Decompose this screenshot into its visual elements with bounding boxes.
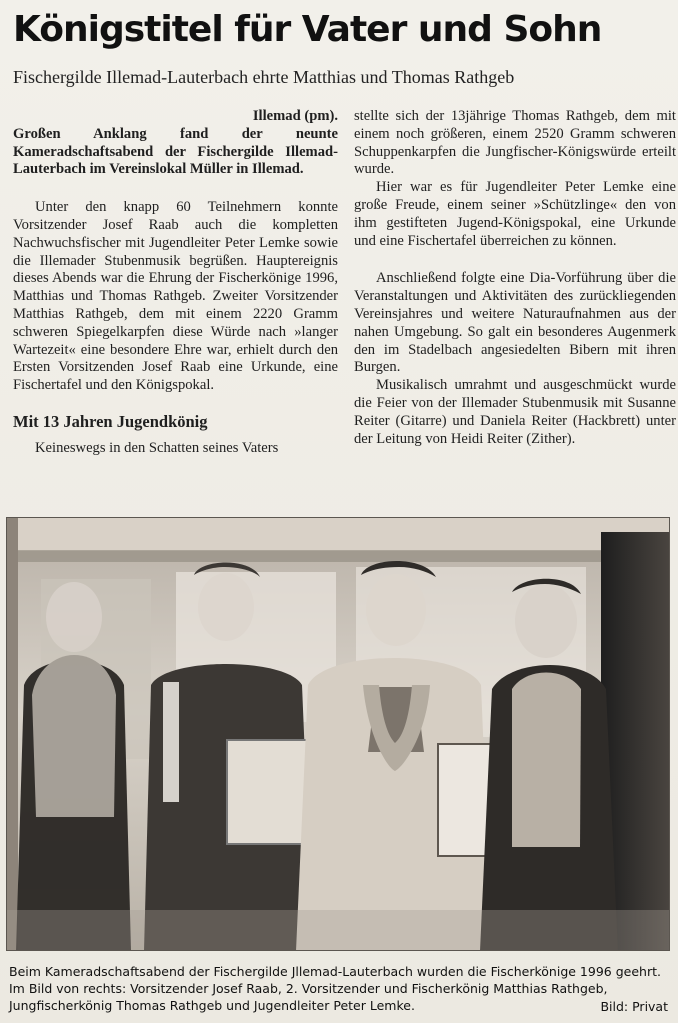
photo-caption: Beim Kameradschaftsabend der Fischergilde Jllemad-Lauterbach wurden die Fischerkönige 1996 geehrt. Im Bild von rechts: Vorsitzender Josef Raab, 2. Vorsitzender und Fischerkönig Matthias Rathgeb, Jungfischerkönig Thomas Rathgeb und Jugendleiter Peter Lemke. xyxy=(9,964,661,1013)
subhead: Fischergilde Illemad-Lauterbach ehrte Matthias und Thomas Rathgeb xyxy=(13,67,515,87)
dateline: Illemad (pm). xyxy=(252,108,338,124)
left-column xyxy=(13,108,338,458)
left-paragraph-1: Unter den knapp 60 Teilnehmern konnte Vorsitzender Josef Raab auch die kompletten Nachwuchsfischer mit Jugendleiter Peter Lemke sowie die Illemader Stubenmusik begrüßen. Hauptereignis dieses Abends war die Ehrung der Fischerkönige 1996, Matthias und Thomas Rathgeb. Zweiter Vorsitzender Matthias Rathgeb, dem mit einem 2220 Gramm schweren Spiegelkarpfen diese Würde nach »langer Wartezeit« eine besondere Ehre war, erhielt durch den Ersten Vorsitzenden Josef Raab eine Urkunde, eine Fischertafel und den Königspokal. xyxy=(13,199,338,394)
left-paragraph-2: Keineswegs in den Schatten seines Vaters xyxy=(35,439,279,456)
right-paragraph-3: Anschließend folgte eine Dia-Vorführung über die Veranstaltungen und Aktivitäten des zurückliegenden Vereinsjahres und weitere Naturaufnahmen aus der nahen Umgebung. So galt ein besonderes Augenmerk den im Stadelbach angesiedelten Bibern mit ihren Burgen. xyxy=(354,270,676,376)
headline: Königstitel für Vater und Sohn xyxy=(13,9,602,50)
right-paragraph-4: Musikalisch umrahmt und ausgeschmückt wurde die Feier von der Illemader Stubenmusik mit Susanne Reiter (Gitarre) und Daniela Reiter (Hackbrett) unter der Leitung von Heidi Reiter (Zither). xyxy=(354,377,676,447)
section-subheading: Mit 13 Jahren Jugendkönig xyxy=(13,411,208,431)
right-paragraph-2: Hier war es für Jugendleiter Peter Lemke eine große Freude, einem seiner »Schützlinge« den von ihm gestifteten Jugend-Königspokal, eine Urkunde und eine Fischertafel überreichen zu können. xyxy=(354,179,676,249)
group-photo xyxy=(6,517,670,951)
lead-paragraph: Großen Anklang fand der neunte Kameradschaftsabend der Fischergilde Illemad-Lauterbach im Vereinslokal Müller in Illemad. xyxy=(13,125,338,178)
photo-credit: Bild: Privat xyxy=(600,999,668,1014)
right-paragraph-1: stellte sich der 13jährige Thomas Rathgeb, dem mit einem noch größeren, einem 2520 Gramm schweren Schuppenkarpfen die Jungfischer-Königswürde erteilt wurde. xyxy=(354,108,676,178)
right-column xyxy=(354,108,676,448)
group-photo-image xyxy=(6,517,670,951)
